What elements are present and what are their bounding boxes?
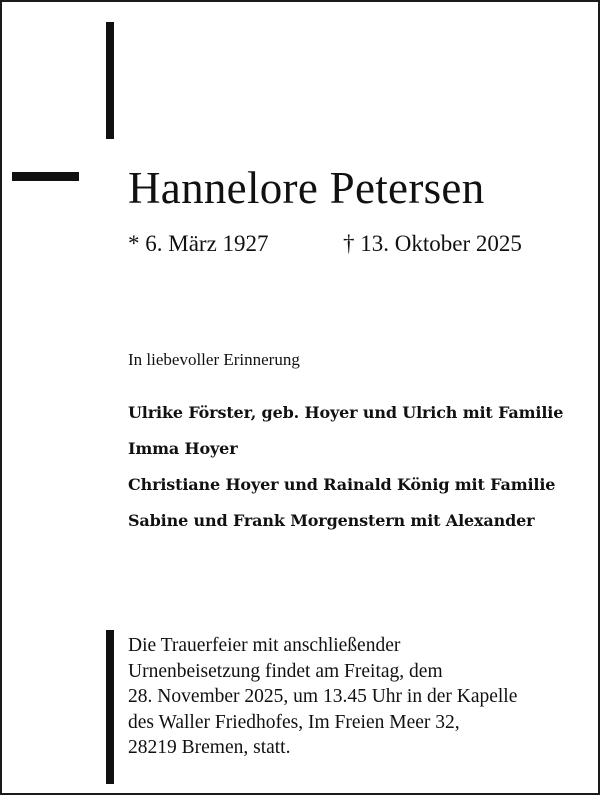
cross-horizontal-bar xyxy=(12,172,79,181)
service-line: 28. November 2025, um 13.45 Uhr in der Kapelle xyxy=(128,686,518,707)
mourners-list xyxy=(128,401,563,545)
service-line: Urnenbeisetzung findet am Freitag, dem xyxy=(128,660,443,682)
cross-vertical-bar xyxy=(106,22,114,139)
service-accent-bar xyxy=(106,630,114,784)
service-line: des Waller Friedhofes, Im Freien Meer 32, xyxy=(128,711,460,733)
mourner-entry: Christiane Hoyer und Rainald König mit Familie xyxy=(128,475,556,494)
service-line: Die Trauerfeier mit anschließender xyxy=(128,635,401,656)
birth-date: * 6. März 1927 xyxy=(128,231,269,256)
memorial-intro: In liebevoller Erinnerung xyxy=(128,350,300,369)
service-line: 28219 Bremen, statt. xyxy=(128,737,291,758)
service-details xyxy=(128,633,568,761)
deceased-name: Hannelore Petersen xyxy=(128,163,485,213)
death-date: † 13. Oktober 2025 xyxy=(343,231,522,256)
mourner-entry: Ulrike Förster, geb. Hoyer und Ulrich mit Familie xyxy=(128,403,564,422)
mourner-entry: Imma Hoyer xyxy=(128,439,238,458)
mourner-entry: Sabine und Frank Morgenstern mit Alexander xyxy=(128,511,535,530)
